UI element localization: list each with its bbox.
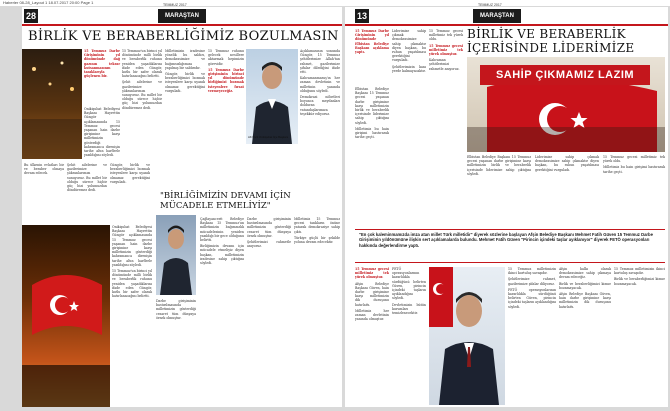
right-col6-p2: Milletimiz bu hain girişimi bastırarak tarihe geçti.	[603, 165, 665, 174]
right-title-line1: BİRLİK VE BERABERLİK	[467, 27, 626, 41]
left-col5-p3: Demokrasi nöbetleri boyunca meydanları dolduran vatandaşlarımıza teşekkür ediyoruz.	[300, 95, 340, 116]
left-header-rule	[22, 24, 342, 26]
left-col2-p2: Şehit ailelerine ve gazilerimize şükranlarımızı sunuyoruz. Bu millet bir olduğu sürece hiçbir güç bizi yolumuzdan döndüremez dedi.	[122, 80, 162, 110]
left-col4-p1: 15 Temmuz ruhunu gelecek nesillere aktarmak hepimizin görevidir.	[208, 49, 244, 66]
left-page	[22, 3, 342, 407]
left-col13-p1: Darbe girişiminin bastırılmasında milletimizin gösterdiği cesaret tüm dünyaya örnek olmuştur.	[156, 299, 196, 320]
left-col3-p2: Güngör, birlik ve beraberliğimizi bozmak isteyenlere karşı uyanık olmamız gerektiğini vurguladı.	[165, 72, 205, 93]
left-title: BİRLİK VE BERABERLİĞİMİZ BOZULMASIN	[28, 29, 339, 44]
left-col2-p1: 15 Temmuz'un birinci yıl dönümünde milli birlik ve beraberlik ruhunu yeniden yaşadıklarını ifade eden Güngör, kutlu bir zafer olarak hatırlanacağını belirtti.	[122, 49, 162, 79]
right-col6-p1: 15 Temmuz gecesi milletimiz tek yürek oldu.	[603, 155, 665, 164]
right-col10-p3: Afşin Belediye Başkanı Güven, hain darbe girişimine karşı milletimizin dik duruşunu hatırlattı.	[559, 292, 611, 309]
left-col3-p1: Milletimizin iradesine yönelik bu saldırı, demokrasimize ve bağımsızlığımıza yapılmış bir saldırıdır.	[165, 49, 205, 70]
left-col5-p2: Kahramanmaraş'ın her zaman devletinin ve milletinin yanında olduğunu söyledi.	[300, 76, 340, 93]
right-col11-p1: 15 Temmuz milletimizin ikinci kurtuluş savaşıdır.	[614, 267, 665, 276]
right-column-4	[467, 155, 531, 227]
right-col8-p1: FETÖ operasyonlarının kararlılıkla sürdüğünü belirten Güven, pirincin içindeki taşların ayıklandığını söyledi.	[392, 267, 426, 301]
right-masthead: MARAŞTAN	[473, 9, 521, 23]
right-page	[345, 3, 668, 407]
left-quote-1: 15 Temmuz Darbe girişiminin birinci yıl dönümünde birliğimizi bozmak isteyenlere fırsat vermeyeceğiz.	[208, 67, 244, 93]
right-col10-p1: Afşin halkı olarak demokrasimize sahip çıkmaya devam edeceğiz.	[559, 267, 611, 280]
right-column-3	[429, 29, 463, 227]
right-page-number: 13	[356, 11, 367, 21]
left-column-8	[110, 163, 150, 223]
left-col12-p2: Türkiye güçlü bir şekilde yoluna devam edecektir.	[294, 235, 340, 245]
left-intro-column	[84, 49, 120, 105]
right-col5-p1: Liderimize sahip çıkmak demokrasimize sahip çıkmaktır diyen başkan, bu ruhun yaşatılması gerektiğini vurguladı.	[535, 155, 599, 172]
right-column-1	[355, 87, 389, 227]
portrait-photo-top	[246, 49, 298, 144]
right-col9-p2: Şehitlerimize rahmet, gazilerimize şifalar diliyoruz.	[508, 277, 556, 286]
right-col10-p2: Birlik ve beraberliğimizi kimse bozamayacak.	[559, 281, 611, 290]
portrait-right-graphic	[429, 267, 505, 405]
portrait-photo-right	[429, 267, 505, 405]
right-column-5	[535, 155, 599, 227]
left-col1-p1: Onikişubat Belediyesi Başkanı Hayrettin Güngör açıklamasında 15 Temmuz gecesi yaşanan hain darbe girişimine karşı milletimizin gösterdiği kahramanca direnişin tarihe altın harflerle yazıldığını söyledi.	[84, 107, 120, 158]
right-col9-p1: 15 Temmuz milletimizin ikinci kurtuluş savaşıdır.	[508, 267, 556, 276]
left-column-6	[24, 163, 64, 223]
left-col5-p1: Açıklamasının sonunda Güngör, 15 Temmuz şehitlerimize Allah'tan rahmet, gazilerimize şifalar dilediğini ifade etti.	[300, 49, 340, 75]
right-date: TEMMUZ 2017	[478, 3, 502, 7]
left-col11-p1: Darbe girişiminin bastırılmasında milletimizin gösterdiği cesaret tüm dünyaya örnek olmuştur.	[247, 217, 291, 238]
right-title-band: SAHİP ÇIKMAMIZ LAZIM	[480, 65, 650, 85]
right-header-rule	[345, 24, 668, 26]
left-header	[22, 3, 342, 23]
left-intro-red: 15 Temmuz Darbe Girişiminin yıl dönümünde dağ gazının tekrar kutsanmasının tanıklarıyla güçlenen bir.	[84, 49, 120, 79]
left-column-5	[300, 49, 340, 159]
left-col9-p2: 15 Temmuz'un birinci yıl dönümünde milli birlik ve beraberlik ruhunu yeniden yaşadıklarını ifade eden Güngör, kutlu bir zafer olarak hatırlanacağını belirtti.	[112, 269, 152, 299]
right-col1-p2: Milletimiz bu hain girişimi bastırarak tarihe geçti.	[355, 126, 389, 140]
print-slug: Haberler 08-28_Layout 1 18.07.2017 20:00 Page 1	[0, 0, 670, 6]
right-col7-p1: Afşin Belediye Başkanı Güven, hain darbe girişimine karşı milletimizin dik duruşunu hatırlattı.	[355, 281, 389, 307]
left-column-9	[112, 225, 152, 405]
left-col7-p1: Şehit ailelerine ve gazilerimize şükranlarımızı sunuyoruz. Bu millet bir olduğu sürece hiçbir güç bizi yolumuzdan döndüremez dedi.	[67, 163, 107, 193]
portrait-photo-bottom	[156, 215, 196, 295]
left-col12-p1: Milletimiz 15 Temmuz gecesi tankların önüne yatarak demokrasiye sahip çıktı.	[294, 217, 340, 234]
left-column-3	[165, 49, 205, 159]
left-col10-p1: Çağlayancerit Belediye Başkanı 15 Temmuz'un milletimizin bağımsızlık mücadelesinin yeniden yazıldığı bir gece olduğunu belirtti.	[200, 217, 244, 243]
right-column-7	[355, 267, 389, 405]
left-date: TEMMUZ 2017	[163, 3, 187, 7]
left-column-12	[294, 217, 340, 405]
right-title-line2: İÇERİSİNDE LİDERİMİZE	[467, 41, 635, 55]
right-intro-red: 15 Temmuz Darbe Girişiminin yıl dönümünde Elbistan Belediye Başkanı açıklama yaptı.	[355, 29, 389, 55]
right-col11-p2: Birlik ve beraberliğimizi kimse bozamayacak.	[614, 277, 665, 286]
right-col3-p2: Kahraman şehitlerimizi rahmetle anıyoruz.	[429, 58, 460, 71]
right-col1-p1: Elbistan Belediye Başkanı 15 Temmuz gecesi yaşanan darbe girişimine karşı milletimizin birlik ve beraberlik içerisinde liderimize sahip çıktığını söyledi.	[355, 87, 389, 125]
portrait-bottom-graphic	[156, 215, 196, 295]
left-column-13	[156, 299, 196, 405]
flag-crowd-graphic	[22, 225, 110, 407]
left-subtitle-2: "BİRLİĞİMİZİN DEVAMI İÇİN MÜCADELE ETMELİYİZ"	[160, 191, 291, 211]
right-col8-p2: Devletimizin bütün kurumları temizlenecektir.	[392, 302, 426, 316]
right-col9-p3: FETÖ operasyonlarının kararlılıkla sürdüğünü belirten Güven, pirincin içindeki taşların ayıklandığını söyledi.	[508, 287, 556, 309]
left-masthead: MARAŞTAN	[158, 9, 206, 23]
right-column-2	[392, 29, 426, 227]
crowd-photo-left	[22, 49, 82, 159]
right-quote-red: 15 Temmuz gecesi milletimiz tek yürek olmuştur.	[429, 43, 463, 57]
right-col7-p2: Milletimiz her zaman devletinin yanında olmuştur.	[355, 308, 389, 322]
left-col8-p1: Güngör, birlik ve beraberliğimizi bozmak isteyenlere karşı uyanık olmamız gerektiğini vurguladı.	[110, 163, 150, 184]
right-col2-p2: Şehitlerimizin kanı yerde kalmayacaktır.	[392, 64, 426, 73]
crowd-photo-left-graphic	[22, 49, 82, 159]
left-column-1	[84, 107, 120, 159]
right-column-8	[392, 267, 426, 405]
right-column-10	[559, 267, 611, 405]
left-column-4	[208, 49, 244, 159]
left-col10-p2: Birliğimizin devamı için mücadele etmeliyiz diyen başkan, milletimizin iradesine sahip çıktığını söyledi.	[200, 244, 244, 266]
left-column-11	[247, 217, 291, 405]
left-column-7	[67, 163, 107, 223]
left-column-2	[122, 49, 162, 159]
right-col3-p1: 15 Temmuz gecesi milletimiz tek yürek oldu.	[429, 29, 463, 42]
right-header	[345, 3, 668, 23]
flag-crowd-photo	[22, 225, 110, 407]
right-intro-column	[355, 29, 389, 85]
left-col6-p1: Bu ülkenin evlatları bir ve beraber olmaya devam edecek.	[24, 163, 64, 176]
left-col9-p1: Onikişubat Belediyesi Başkanı Hayrettin Güngör açıklamasında 15 Temmuz gecesi yaşanan hain darbe girişimine karşı milletimizin gösterdiği kahramanca direnişin tarihe altın harflerle yazıldığını söyledi.	[112, 225, 152, 267]
portrait-top-caption: AK Parti Onikişubat İlçe Başkanı	[248, 135, 289, 139]
right-col2-p1: Liderimize sahip çıkmak demokrasimize sahip çıkmaktır diyen başkan, bu ruhun yaşatılması gerektiğini vurguladı.	[392, 29, 426, 63]
right-column-6	[603, 155, 665, 227]
left-page-number: 28	[25, 11, 36, 21]
right-col7-red: 15 Temmuz gecesi milletimiz tek yürek olmuştur.	[355, 267, 389, 280]
right-column-11	[614, 267, 665, 405]
left-col11-p2: Şehitlerimizi rahmetle anıyoruz.	[247, 240, 291, 249]
right-highlight-lede: "En çok kaleminmamızda imza atan millet Türk milletidir" diyerek sözlerine başlayan Afşin Belediye Başkanı Mehmet Fatih Güven 15 Temmuz Darbe Girişiminin yıldönümüne ilişkin sert açıklamalarda bulundu. Mehmet Fatih Güven "Pirincin içindeki taşlar ayıklanıyor" diyerek FETÖ operasyonları hakkında değerlendirme yaptı.	[355, 229, 665, 263]
right-column-9	[508, 267, 556, 405]
right-col4-p1: Elbistan Belediye Başkanı 15 Temmuz gecesi yaşanan darbe girişimine karşı milletimizin birlik ve beraberlik içerisinde liderimize sahip çıktığını söyledi.	[467, 155, 531, 176]
left-column-10	[200, 217, 244, 405]
portrait-top-graphic	[246, 49, 298, 144]
